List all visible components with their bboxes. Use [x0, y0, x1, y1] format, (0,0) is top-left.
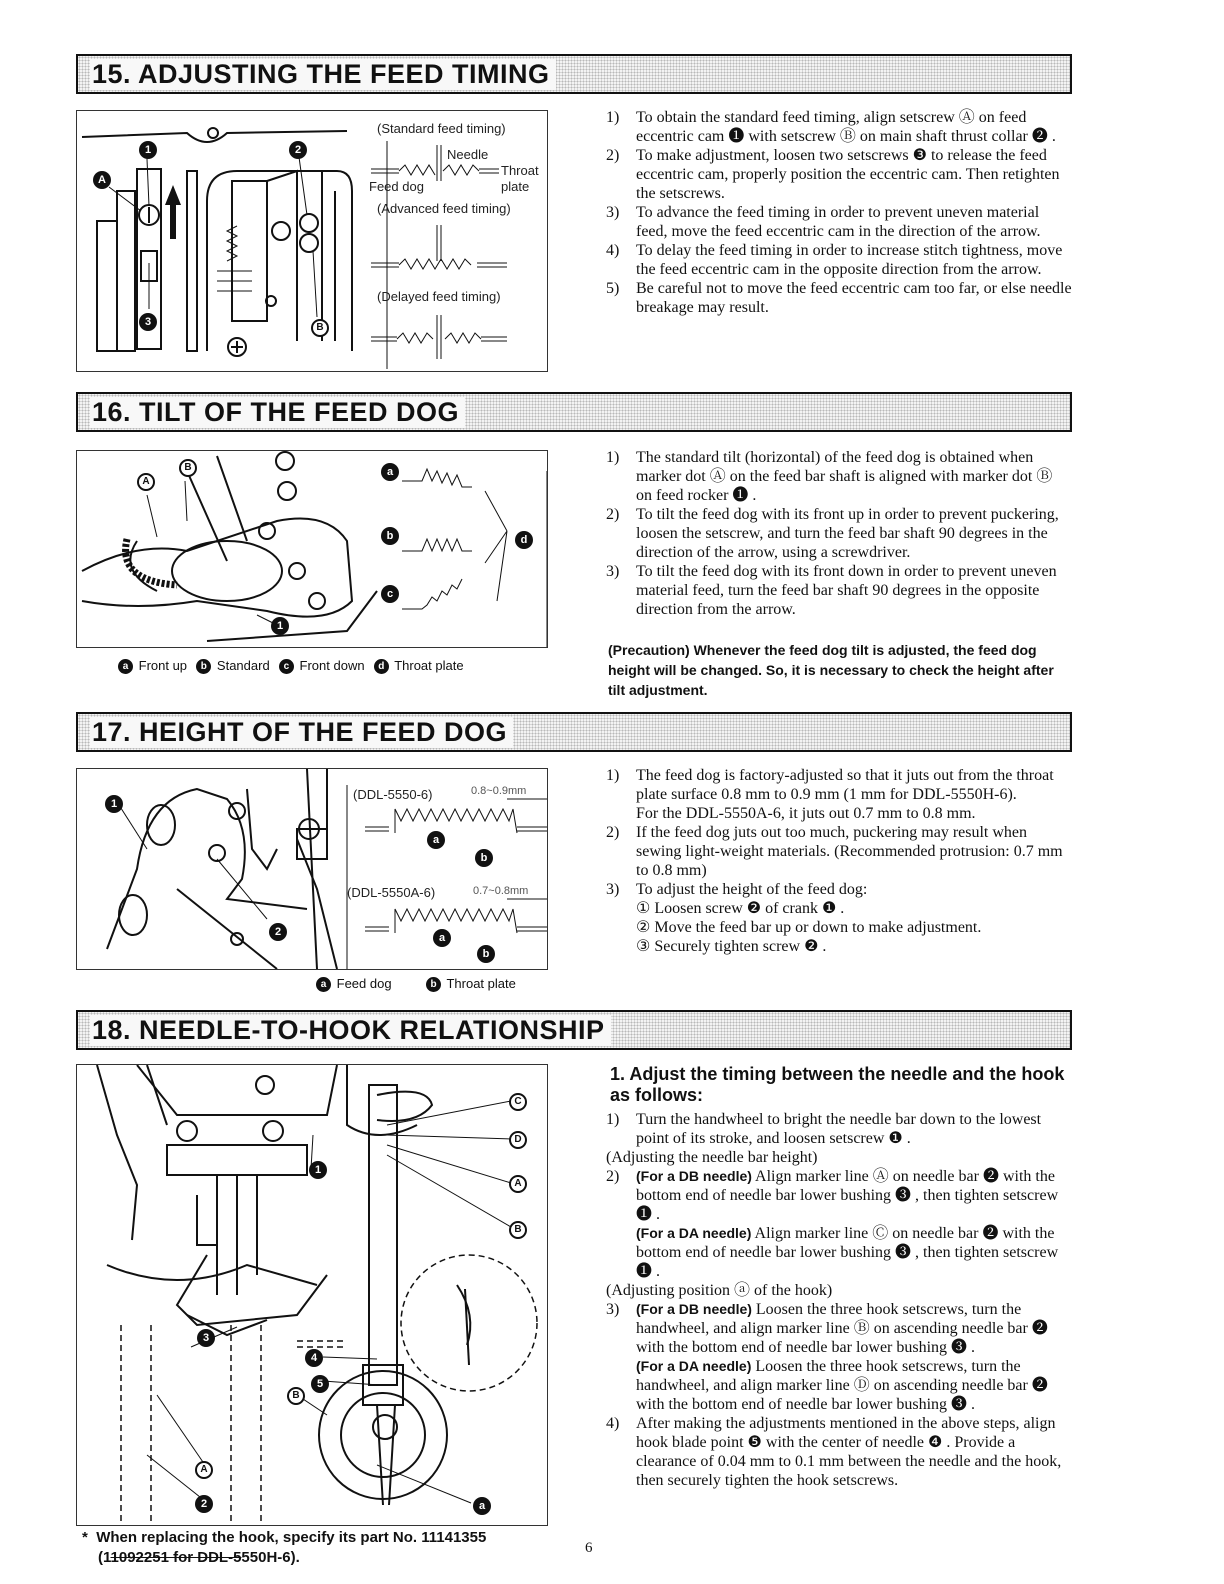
da-needle-lead: (For a DA needle)	[636, 1358, 752, 1374]
step-text: To advance the feed timing in order to prevent uneven material feed, move the feed eccentric cam in the direction of the arrow.	[636, 204, 1041, 240]
marker-1: 1	[139, 141, 157, 159]
step-number: 2)	[606, 506, 620, 523]
footnote-line1: When replacing the hook, specify its part No. 11141355	[96, 1529, 487, 1546]
section-18-steps	[606, 1064, 1072, 1490]
marker-C: C	[509, 1093, 527, 1111]
caption-label: Standard	[216, 658, 270, 673]
step-number: 3)	[606, 1301, 620, 1318]
footnote-line2-struck: 1092251 for DDL-5	[110, 1549, 242, 1566]
caption-mark: c	[279, 659, 294, 674]
marker-1: 1	[309, 1161, 327, 1179]
marker-1: 1	[105, 795, 123, 813]
marker-d: d	[515, 531, 533, 549]
marker-2: 2	[289, 141, 307, 159]
section-18-subhead: 1. Adjust the timing between the needle and the hook as follows:	[610, 1064, 1065, 1105]
step-text: The feed dog is factory-adjusted so that it juts out from the throat plate surface 0.8 mm to 0.9 mm (1 mm for DDL-5550H-6).	[636, 767, 1054, 803]
needle-hook-illustration	[77, 1065, 548, 1526]
step-text: Be careful not to move the feed eccentric cam too far, or else needle breakage may result.	[636, 280, 1072, 316]
figure-17	[76, 768, 548, 970]
figure-18	[76, 1064, 548, 1526]
caption-label: Throat plate	[446, 976, 516, 991]
precaution-lead: (Precaution)	[608, 642, 690, 658]
marker-a: a	[433, 929, 451, 947]
label-delayed-feed-timing: (Delayed feed timing)	[377, 289, 501, 304]
step-number: 2)	[606, 1168, 620, 1185]
caption-label: Front down	[299, 658, 365, 673]
step-number: 5)	[606, 280, 620, 297]
marker-D: D	[509, 1131, 527, 1149]
label-plate: plate	[501, 179, 530, 194]
marker-b: b	[477, 945, 495, 963]
marker-A: A	[509, 1175, 527, 1193]
step-number: 1)	[606, 449, 620, 466]
label-needle: Needle	[447, 147, 489, 162]
section-16-precaution	[608, 640, 1074, 700]
marker-B: B	[311, 319, 329, 337]
substep: ③ Securely tighten screw ❷ .	[636, 938, 827, 955]
section-16-header	[76, 392, 1072, 432]
marker-3: 3	[197, 1329, 215, 1347]
section-16-title: 16. TILT OF THE FEED DOG	[90, 397, 465, 428]
page-number: 6	[585, 1540, 593, 1556]
db-needle-lead: (For a DB needle)	[636, 1168, 752, 1184]
section-17-title: 17. HEIGHT OF THE FEED DOG	[90, 717, 513, 748]
step-number: 3)	[606, 204, 620, 221]
caption-mark: b	[196, 659, 211, 674]
step-number: 2)	[606, 824, 620, 841]
label-standard-feed-timing: (Standard feed timing)	[377, 121, 506, 136]
adjusting-needle-bar-height: (Adjusting the needle bar height)	[606, 1149, 818, 1166]
marker-c: c	[381, 585, 399, 603]
step-text: Turn the handwheel to bright the needle bar down to the lowest point of its stroke, and loosen setscrew ❶ .	[636, 1111, 1042, 1147]
step-text: The standard tilt (horizontal) of the feed dog is obtained when marker dot Ⓐ on the feed bar shaft is aligned with marker dot Ⓑ on feed rocker ❶ .	[636, 449, 1053, 504]
substep: ② Move the feed bar up or down to make adjustment.	[636, 919, 982, 936]
marker-b: b	[475, 849, 493, 867]
marker-B: B	[287, 1387, 305, 1405]
figure-16	[76, 450, 548, 648]
da-needle-lead: (For a DA needle)	[636, 1225, 752, 1241]
db-needle-lead: (For a DB needle)	[636, 1301, 752, 1317]
marker-2: 2	[269, 923, 287, 941]
feed-dog-height-illustration	[77, 769, 548, 970]
marker-A: A	[137, 473, 155, 491]
substep: ① Loosen screw ❷ of crank ❶ .	[636, 900, 845, 917]
caption-mark: b	[426, 977, 441, 992]
footnote	[82, 1528, 582, 1568]
step-text: To delay the feed timing in order to increase stitch tightness, move the feed eccentric cam in the opposite direction from the arrow.	[636, 242, 1063, 278]
caption-label: Throat plate	[394, 658, 464, 673]
figure-16-captions	[116, 658, 464, 674]
step-text: Align marker line Ⓐ on needle bar ❷ with the bottom end of needle bar lower bushing ❸ , then tighten setscrew ❶ .	[636, 1168, 1059, 1223]
marker-3: 3	[139, 313, 157, 331]
step-text: To tilt the feed dog with its front down in order to prevent uneven material feed, turn the feed bar shaft 90 degrees in the opposite direction from the arrow.	[636, 563, 1057, 618]
marker-2: 2	[195, 1495, 213, 1513]
label-model-ddl-5550a-6: (DDL-5550A-6)	[347, 885, 436, 900]
section-18-title: 18. NEEDLE-TO-HOOK RELATIONSHIP	[90, 1015, 611, 1046]
section-15-title: 15. ADJUSTING THE FEED TIMING	[90, 59, 556, 90]
step-text: Loosen the three hook setscrews, turn the handwheel, and align marker line Ⓓ on ascending needle bar ❷ with the bottom end of needle bar lower bushing ❸ .	[636, 1358, 1048, 1413]
marker-a: a	[427, 831, 445, 849]
footnote-star: *	[82, 1529, 88, 1546]
marker-4: 4	[305, 1349, 323, 1367]
figure-17-captions	[314, 976, 516, 992]
step-text: After making the adjustments mentioned in the above steps, align hook blade point ❺ with the center of needle ❹ . Provide a clearance of 0.04 mm to 0.1 mm between the needle and the hook, then securely tighten the hook setscrews.	[636, 1415, 1062, 1489]
label-throat: Throat	[501, 163, 539, 178]
footnote-line2-open: (1	[98, 1549, 111, 1566]
footnote-line2-close: 550H-6).	[241, 1549, 300, 1566]
section-18-header	[76, 1010, 1072, 1050]
marker-1: 1	[271, 617, 289, 635]
label-range-2: 0.7~0.8mm	[473, 885, 529, 897]
label-model-ddl-5550-6: (DDL-5550-6)	[353, 787, 433, 802]
step-text: Align marker line Ⓒ on needle bar ❷ with the bottom end of needle bar lower bushing ❸ , then tighten setscrew ❶ .	[636, 1225, 1059, 1280]
adjusting-hook-position: (Adjusting position ⓐ of the hook)	[606, 1282, 833, 1299]
marker-a: a	[381, 463, 399, 481]
step-text: Loosen the three hook setscrews, turn the handwheel, and align marker line Ⓑ on ascending needle bar ❷ with the bottom end of needle bar lower bushing ❸ .	[636, 1301, 1048, 1356]
marker-A: A	[93, 171, 111, 189]
section-17-steps	[606, 766, 1072, 956]
caption-mark: a	[316, 977, 331, 992]
marker-b: b	[381, 527, 399, 545]
marker-B: B	[179, 459, 197, 477]
marker-A: A	[195, 1461, 213, 1479]
step-number: 4)	[606, 242, 620, 259]
section-15-header	[76, 54, 1072, 94]
section-15-steps	[606, 108, 1072, 317]
caption-mark: d	[374, 659, 389, 674]
step-number: 2)	[606, 147, 620, 164]
label-range-1: 0.8~0.9mm	[471, 785, 527, 797]
step-number: 1)	[606, 1111, 620, 1128]
step-text-extra: For the DDL-5550A-6, it juts out 0.7 mm to 0.8 mm.	[636, 805, 976, 822]
label-feed-dog: Feed dog	[369, 179, 424, 194]
step-number: 1)	[606, 767, 620, 784]
step-text: To adjust the height of the feed dog:	[636, 881, 868, 898]
label-advanced-feed-timing: (Advanced feed timing)	[377, 201, 511, 216]
marker-5: 5	[311, 1375, 329, 1393]
step-text: To make adjustment, loosen two setscrews ❸ to release the feed eccentric cam, properly position the eccentric cam. Then retighten the setscrews.	[636, 147, 1060, 202]
step-text: To obtain the standard feed timing, align setscrew Ⓐ on feed eccentric cam ❶ with setscrew Ⓑ on main shaft thrust collar ❷ .	[636, 109, 1056, 145]
step-number: 3)	[606, 881, 620, 898]
step-number: 3)	[606, 563, 620, 580]
section-16-steps	[606, 448, 1072, 619]
marker-B: B	[509, 1221, 527, 1239]
step-text: If the feed dog juts out too much, puckering may result when sewing light-weight materials. (Recommended protrusion: 0.7 mm to 0.8 mm)	[636, 824, 1063, 879]
precaution-text: Whenever the feed dog tilt is adjusted, the feed dog height will be changed. So, it is necessary to check the height after tilt adjustment.	[608, 642, 1054, 698]
caption-label: Feed dog	[336, 976, 392, 991]
section-17-header	[76, 712, 1072, 752]
caption-mark: a	[118, 659, 133, 674]
caption-label: Front up	[138, 658, 188, 673]
step-number: 4)	[606, 1415, 620, 1432]
marker-a: a	[473, 1497, 491, 1515]
step-text: To tilt the feed dog with its front up in order to prevent puckering, loosen the setscrew, and turn the feed bar shaft 90 degrees in the direction of the arrow, using a screwdriver.	[636, 506, 1059, 561]
step-number: 1)	[606, 109, 620, 126]
figure-15	[76, 110, 548, 372]
